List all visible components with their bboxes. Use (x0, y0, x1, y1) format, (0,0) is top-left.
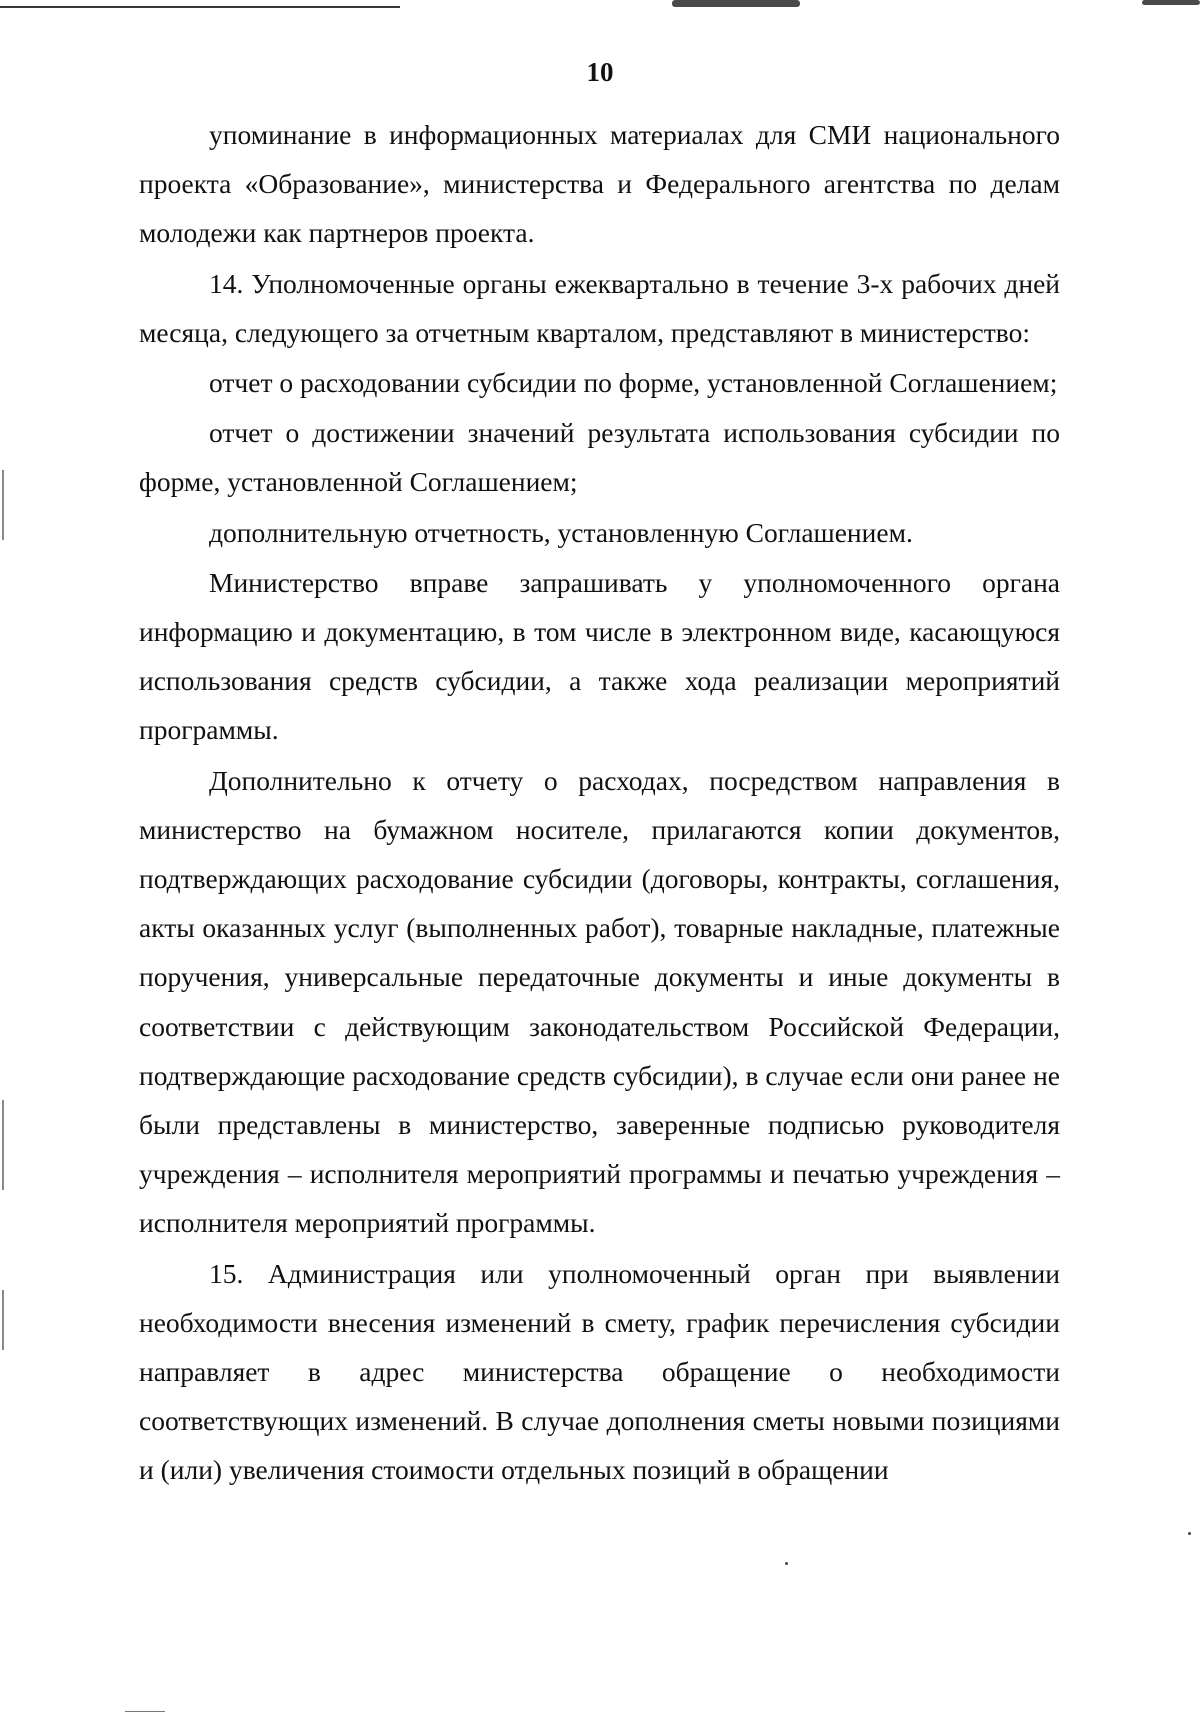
paragraph-ministry-request: Министерство вправе запрашивать у уполномоченного органа информацию и документацию, в том числе в электронном виде, касающуюся использования средств субсидии, а также хода реализации мероприятий программы. (139, 566, 1060, 746)
scan-speck (1188, 1532, 1191, 1535)
paragraph-report-results: отчет о достижении значений результата использования субсидии по форме, установленной Соглашением; (139, 417, 1060, 498)
scan-edge-mark (2, 1290, 4, 1350)
paragraph-supporting-documents: Дополнительно к отчету о расходах, посредством направления в министерство на бумажном носителе, прилагаются копии документов, подтверждающих расходование субсидии (договоры, контракты, соглашения, акты оказанных услуг (выполненных работ), товарные накладные, платежные поручения, универсальные передаточные документы и иные документы в соответствии с действующим законодательством Российской Федерации, подтверждающие расходование средств субсидии), в случае если они ранее не были представлены в министерство, заверенные подписью руководителя учреждения – исполнителя мероприятий программы и печатью учреждения – исполнителя мероприятий программы. (139, 764, 1060, 1239)
paragraph-item-14: 14. Уполномоченные органы ежеквартально в течение 3-х рабочих дней месяца, следующего за отчетным кварталом, представляют в министерство: (139, 267, 1060, 348)
document-body (139, 110, 1060, 1495)
page-number: 10 (586, 57, 614, 87)
scan-edge-line (0, 6, 400, 8)
paragraph-continuation: упоминание в информационных материалах для СМИ национального проекта «Образование», министерства и Федерального агентства по делам молодежи как партнеров проекта. (139, 119, 1060, 249)
scan-smudge (1142, 0, 1200, 5)
scan-smudge (672, 0, 800, 7)
paragraph-additional-reporting: дополнительную отчетность, установленную Соглашением. (209, 516, 913, 548)
scan-edge-mark (2, 1100, 4, 1190)
scan-edge-mark (2, 470, 4, 540)
scan-speck (785, 1562, 788, 1565)
paragraph-report-expenditure: отчет о расходовании субсидии по форме, установленной Соглашением; (209, 367, 1058, 399)
paragraph-item-15: 15. Администрация или уполномоченный орган при выявлении необходимости внесения изменений в смету, график перечисления субсидии направляет в адрес министерства обращение о необходимости соответствующих изменений. В случае дополнения сметы новыми позициями и (или) увеличения стоимости отдельных позиций в обращении (139, 1257, 1060, 1486)
scan-edge-line (125, 1711, 165, 1712)
